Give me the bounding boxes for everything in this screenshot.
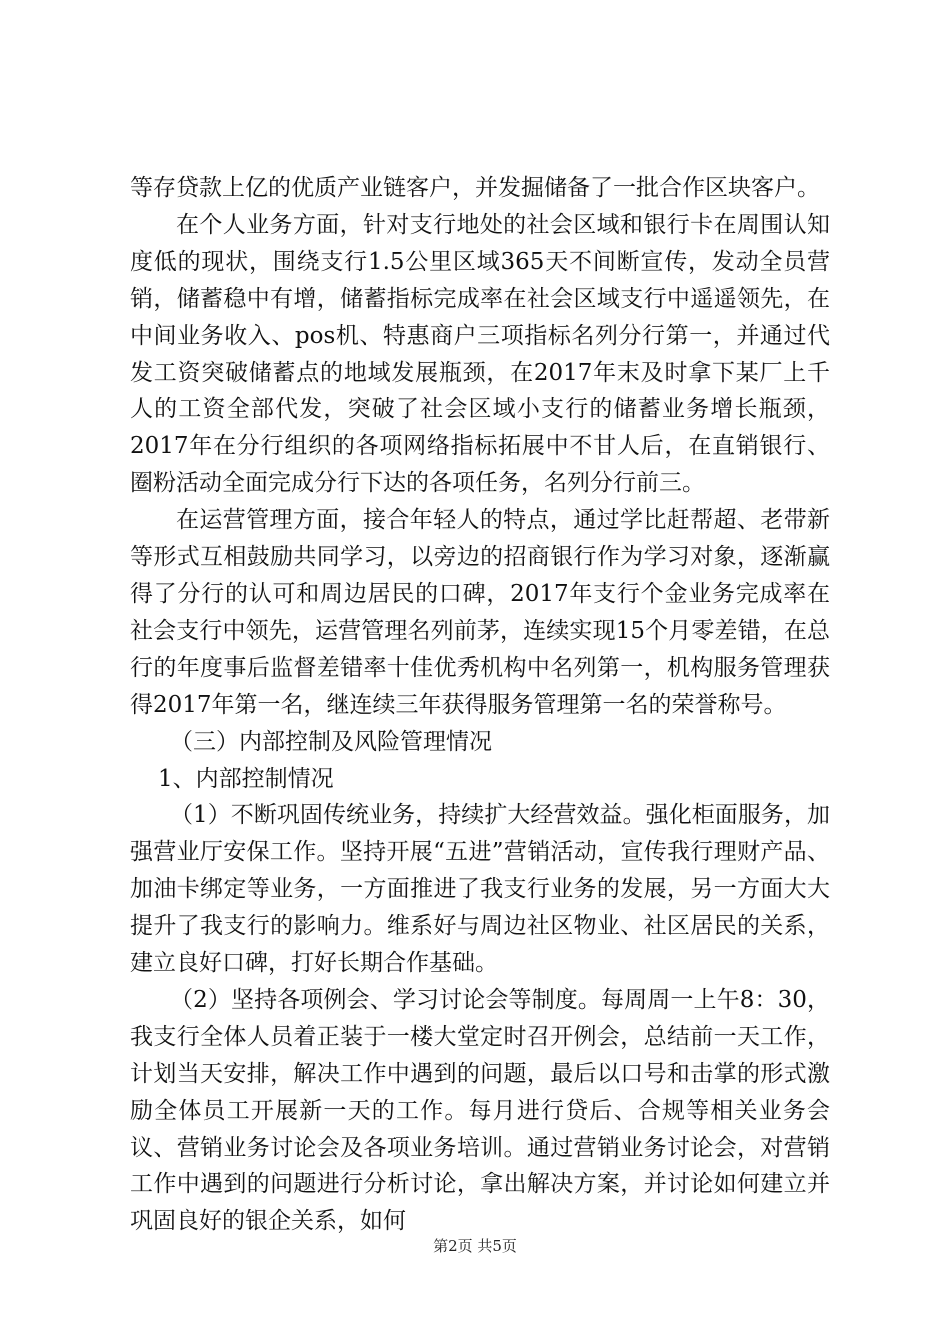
section-heading-internal-control: （三）内部控制及风险管理情况 xyxy=(170,728,492,755)
paragraph-item-1: （1）不断巩固传统业务，持续扩大经营效益。强化柜面服务，加强营业厅安保工作。坚持开展“五进”营销活动，宣传我行理财产品、加油卡绑定等业务，一方面推进了我支行业务的发展，另一方面大大提升了我支行的影响力。维系好与周边社区物业、社区居民的关系，建立良好口碑，打好长期合作基础。 xyxy=(130,802,830,977)
page-footer: 第2页 共5页 xyxy=(433,1237,517,1255)
paragraph-personal-business: 在个人业务方面，针对支行地处的社会区域和银行卡在周围认知度低的现状，围绕支行1.5公里区域365天不间断宣传，发动全员营销，储蓄稳中有增，储蓄指标完成率在社会区域支行中遥遥领先，在中间业务收入、pos机、特惠商户三项指标名列分行第一，并通过代发工资突破储蓄点的地域发展瓶颈，在2017年末及时拿下某厂上千人的工资全部代发，突破了社会区域小支行的储蓄业务增长瓶颈，2017年在分行组织的各项网络指标拓展中不甘人后，在直销银行、圈粉活动全面完成分行下达的各项任务，名列分行前三。 xyxy=(130,211,830,497)
paragraph-continuation: 等存贷款上亿的优质产业链客户，并发掘储备了一批合作区块客户。 xyxy=(130,175,820,201)
paragraph-item-2: （2）坚持各项例会、学习讨论会等制度。每周周一上午8：30，我支行全体人员着正装于一楼大堂定时召开例会，总结前一天工作，计划当天安排，解决工作中遇到的问题，最后以口号和击掌的形式激励全体员工开展新一天的工作。每月进行贷后、合规等相关业务会议、营销业务讨论会及各项业务培训。通过营销业务讨论会，对营销工作中遇到的问题进行分析讨论，拿出解决方案，并讨论如何建立并巩固良好的银企关系，如何 xyxy=(130,986,830,1235)
paragraph-operations-management: 在运营管理方面，接合年轻人的特点，通过学比赶帮超、老带新等形式互相鼓励共同学习，以旁边的招商银行作为学习对象，逐渐赢得了分行的认可和周边居民的口碑，2017年支行个金业务完成率在社会支行中领先，运营管理名列前茅，连续实现15个月零差错，在总行的年度事后监督差错率十佳优秀机构中名列第一，机构服务管理获得2017年第一名，继连续三年获得服务管理第一名的荣誉称号。 xyxy=(130,507,830,718)
document-body xyxy=(130,170,830,1240)
subheading-internal-control: 1、内部控制情况 xyxy=(158,765,334,792)
